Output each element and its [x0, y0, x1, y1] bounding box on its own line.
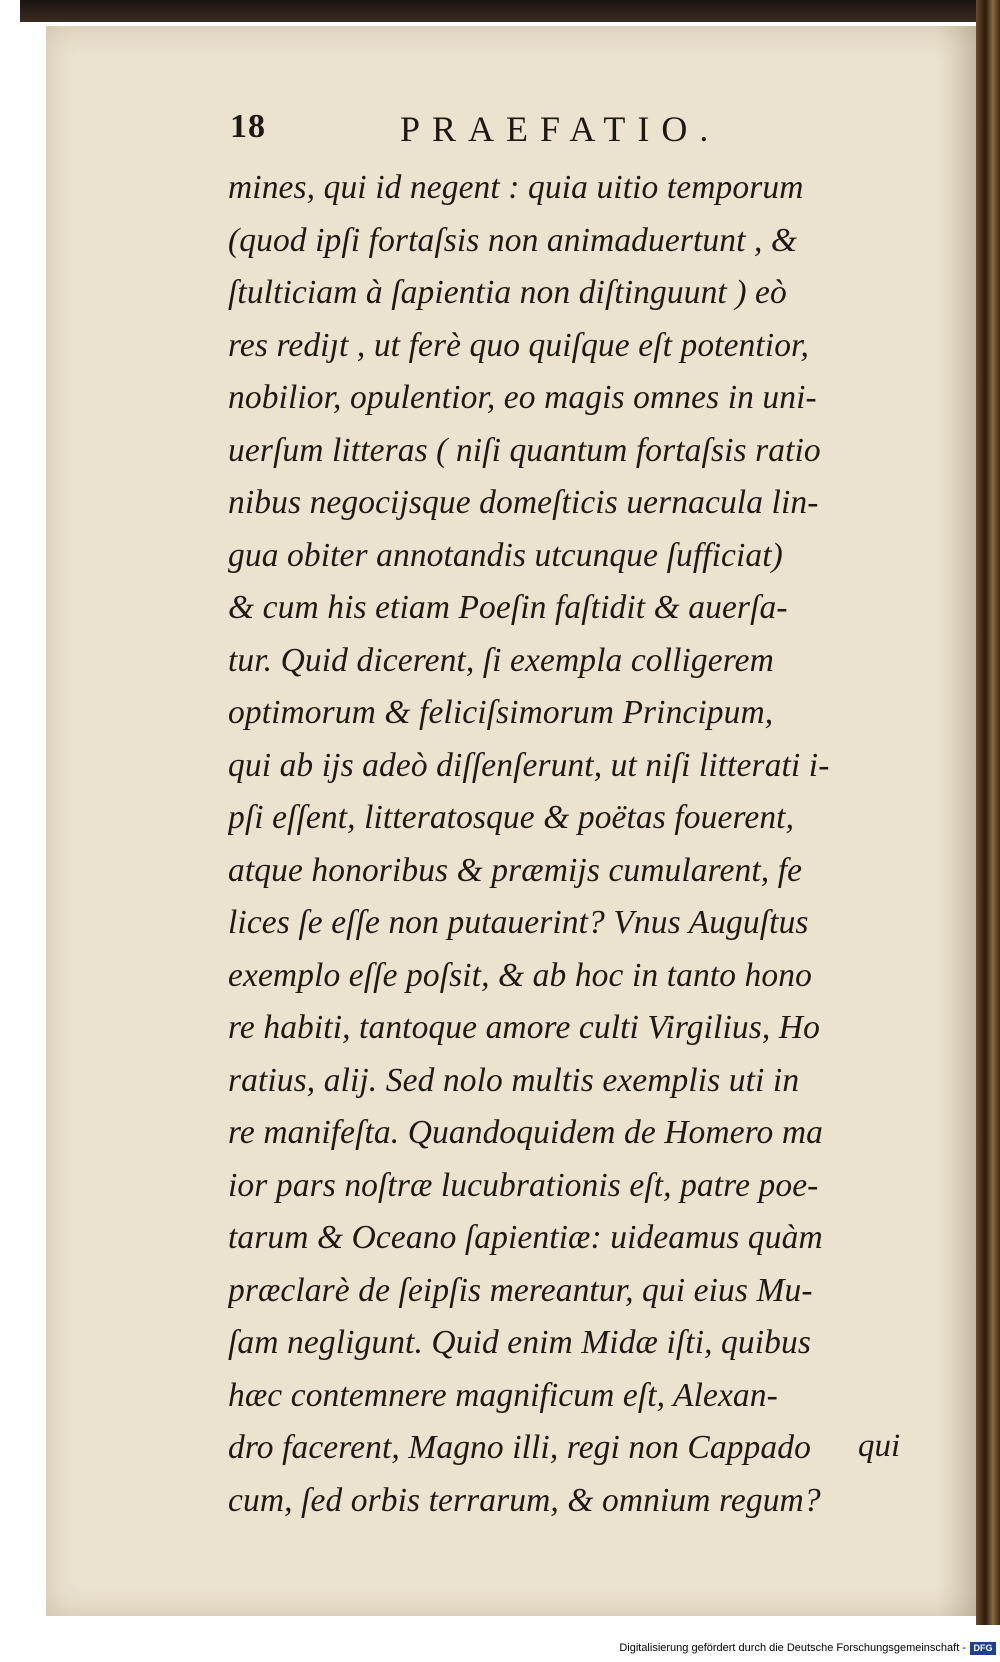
- text-line: ſtulticiam à ſapientia non diſtinguunt ) eò: [228, 274, 787, 311]
- text-line: nobilior, opulentior, eo magis omnes in uni-: [228, 379, 817, 416]
- body-text: [228, 162, 948, 1527]
- text-line: ior pars noſtræ lucubrationis eſt, patre poe-: [228, 1166, 819, 1204]
- credit-text: Digitalisierung gefördert durch die Deutsche Forschungsgemeinschaft -: [619, 1642, 966, 1654]
- text-line: tur. Quid dicerent, ſi exempla colligerem: [228, 641, 774, 679]
- book-edge-top: [20, 0, 1000, 22]
- text-line: mines, qui id negent : quia uitio temporum: [228, 169, 804, 206]
- page-number: 18: [230, 108, 266, 145]
- text-line: (quod ipſi fortaſsis non animaduertunt , &: [228, 221, 798, 259]
- text-line: uerſum litteras ( niſi quantum fortaſsis ratio: [228, 431, 821, 469]
- text-line: hæc contemnere magnificum eſt, Alexan-: [228, 1376, 778, 1414]
- text-line: pſi eſſent, litteratosque & poëtas fouerent,: [228, 799, 795, 836]
- catchword: qui: [858, 1428, 901, 1464]
- text-line: ratius, alij. Sed nolo multis exemplis uti in: [228, 1061, 800, 1099]
- text-line: ſam negligunt. Quid enim Midæ iſti, quibus: [228, 1324, 811, 1361]
- text-line: dro facerent, Magno illi, regi non Cappado: [228, 1429, 811, 1466]
- running-head: [230, 108, 930, 158]
- text-line: nibus negocijsque domeſticis uernacula lin-: [228, 484, 819, 521]
- text-line: qui ab ijs adeò diſſenſerunt, ut niſi litterati i-: [228, 746, 830, 784]
- text-line: lices ſe eſſe non putauerint? Vnus Auguſtus: [228, 904, 809, 941]
- dfg-logo-icon: DFG: [970, 1642, 996, 1655]
- text-line: re habiti, tantoque amore culti Virgilius, Ho: [228, 1009, 820, 1046]
- text-line: gua obiter annotandis utcunque ſufficiat): [228, 536, 783, 574]
- text-line: præclarè de ſeipſis mereantur, qui eius Mu-: [228, 1271, 813, 1309]
- text-line: cum, ſed orbis terrarum, & omnium regum?: [228, 1481, 821, 1519]
- book-edge-right: [976, 0, 1000, 1625]
- digitization-credit: [619, 1638, 996, 1658]
- text-line: atque honoribus & præmijs cumularent, fe: [228, 851, 803, 889]
- text-line: optimorum & feliciſsimorum Principum,: [228, 694, 774, 731]
- text-line: & cum his etiam Poeſin faſtidit & auerſa-: [228, 589, 788, 626]
- text-line: re manifeſta. Quandoquidem de Homero ma: [228, 1114, 824, 1151]
- running-title: PRAEFATIO.: [400, 109, 721, 149]
- text-line: tarum & Oceano ſapientiæ: uideamus quàm: [228, 1219, 823, 1256]
- text-line: res rediȷt , ut ferè quo quiſque eſt potentior,: [228, 326, 809, 364]
- text-line: exemplo eſſe poſsit, & ab hoc in tanto hono: [228, 956, 812, 994]
